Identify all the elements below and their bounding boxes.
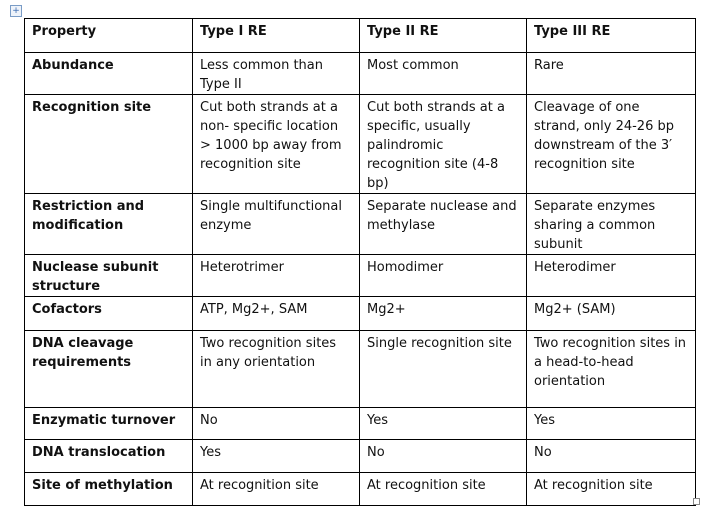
value-cell: Less common than Type II [193, 53, 360, 95]
header-cell: Type II RE [360, 19, 527, 53]
value-cell: Separate nuclease and methylase [360, 194, 527, 255]
property-cell: Site of methylation [25, 473, 193, 506]
property-cell: Enzymatic turnover [25, 408, 193, 440]
value-cell: Two recognition sites in a head-to-head orientation [527, 331, 696, 408]
header-cell: Type III RE [527, 19, 696, 53]
header-cell: Type I RE [193, 19, 360, 53]
value-cell: Mg2+ (SAM) [527, 297, 696, 331]
value-cell: Yes [360, 408, 527, 440]
table-row [25, 255, 696, 297]
value-cell: Cut both strands at a specific, usually palindromic recognition site (4-8 bp) [360, 95, 527, 194]
table-row [25, 297, 696, 331]
table-row [25, 95, 696, 194]
value-cell: Heterodimer [527, 255, 696, 297]
value-cell: ATP, Mg2+, SAM [193, 297, 360, 331]
value-cell: Yes [193, 440, 360, 473]
table-resize-handle[interactable] [693, 498, 700, 505]
value-cell: Rare [527, 53, 696, 95]
table-move-handle-icon[interactable]: + [10, 5, 22, 17]
value-cell: At recognition site [360, 473, 527, 506]
property-cell: DNA cleavage requirements [25, 331, 193, 408]
value-cell: At recognition site [527, 473, 696, 506]
restriction-enzyme-table [24, 18, 696, 506]
value-cell: Cleavage of one strand, only 24-26 bp downstream of the 3′ recognition site [527, 95, 696, 194]
value-cell: Separate enzymes sharing a common subunit [527, 194, 696, 255]
property-cell: Cofactors [25, 297, 193, 331]
value-cell: No [193, 408, 360, 440]
property-cell: Recognition site [25, 95, 193, 194]
property-cell: DNA translocation [25, 440, 193, 473]
table-row [25, 473, 696, 506]
header-cell: Property [25, 19, 193, 53]
value-cell: Single multifunctional enzyme [193, 194, 360, 255]
property-cell: Nuclease subunit structure [25, 255, 193, 297]
value-cell: Heterotrimer [193, 255, 360, 297]
property-cell: Abundance [25, 53, 193, 95]
value-cell: Two recognition sites in any orientation [193, 331, 360, 408]
value-cell: No [527, 440, 696, 473]
table-row [25, 194, 696, 255]
value-cell: Cut both strands at a non- specific location > 1000 bp away from recognition site [193, 95, 360, 194]
value-cell: No [360, 440, 527, 473]
value-cell: Mg2+ [360, 297, 527, 331]
value-cell: Homodimer [360, 255, 527, 297]
table-row [25, 331, 696, 408]
value-cell: Yes [527, 408, 696, 440]
table-row [25, 408, 696, 440]
table-row [25, 53, 696, 95]
value-cell: At recognition site [193, 473, 360, 506]
table-row [25, 440, 696, 473]
property-cell: Restriction and modification [25, 194, 193, 255]
value-cell: Single recognition site [360, 331, 527, 408]
header-row [25, 19, 696, 53]
value-cell: Most common [360, 53, 527, 95]
